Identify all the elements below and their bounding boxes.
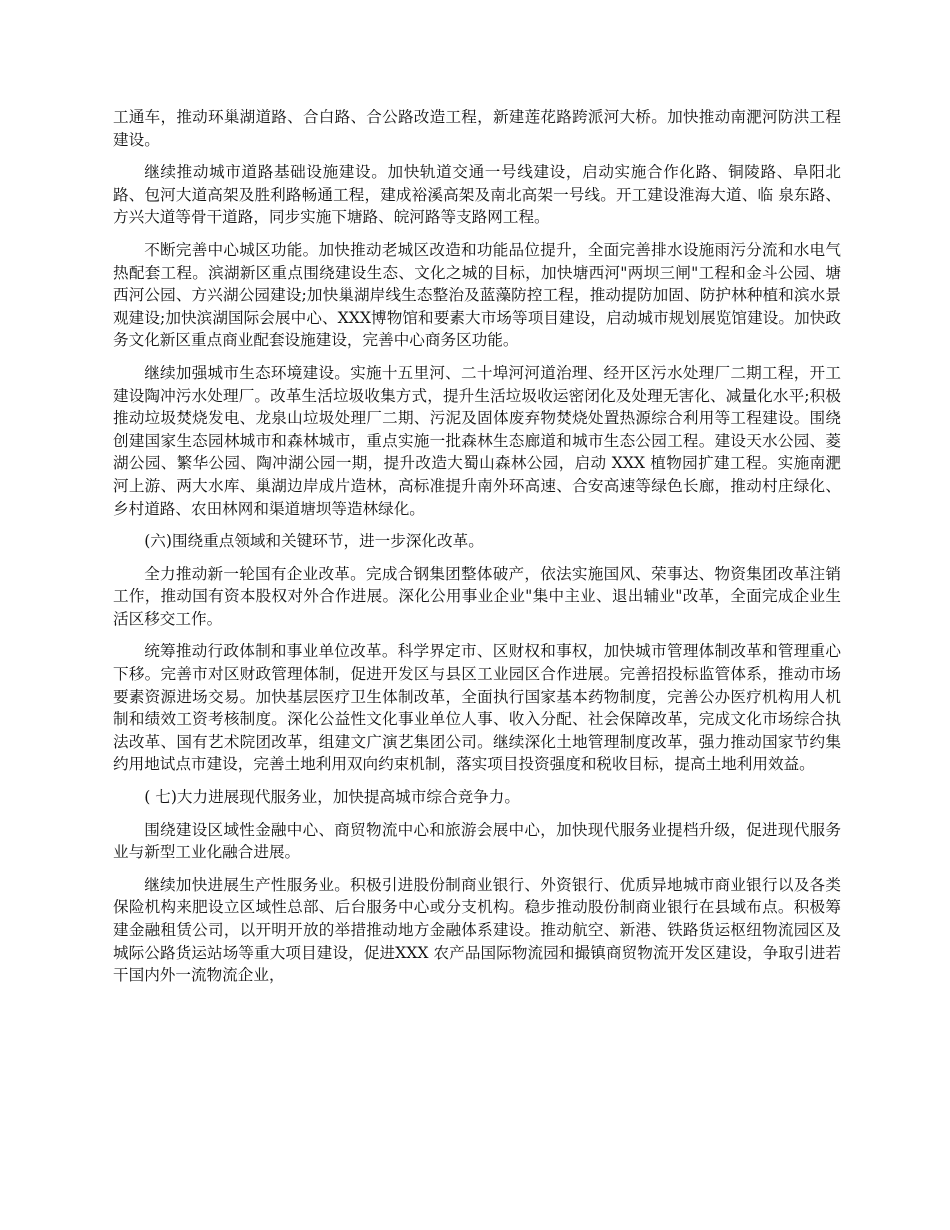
paragraph-6: 全力推动新一轮国有企业改革。完成合钢集团整体破产，依法实施国风、荣事达、物资集团改革注销工作，推动国有资本股权对外合作进展。深化公用事业企业"集中主业、退出辅业"改革，全面完成企业生活区移交工作。 [113, 564, 841, 628]
paragraph-9: 围绕建设区域性金融中心、商贸物流中心和旅游会展中心，加快现代服务业提档升级，促进现代服务业与新型工业化融合进展。 [113, 820, 841, 862]
document-page [113, 106, 841, 997]
paragraph-1: 工通车，推动环巢湖道路、合白路、合公路改造工程，新建莲花路跨派河大桥。加快推动南淝河防洪工程建设。 [113, 108, 841, 149]
paragraph-2: 继续推动城市道路基础设施建设。加快轨道交通一号线建设，启动实施合作化路、铜陵路、阜阳北路、包河大道高架及胜利路畅通工程，建成裕溪高架及南北高架一号线。开工建设淮海大道、临 泉东路、方兴大道等骨干道路，同步实施下塘路、皖河路等支路网工程。 [113, 163, 841, 227]
paragraph-3: 不断完善中心城区功能。加快推动老城区改造和功能品位提升，全面完善排水设施雨污分流和水电气热配套工程。滨湖新区重点围绕建设生态、文化之城的目标，加快塘西河"两坝三闸"工程和金斗公园、塘西河公园、方兴湖公园建设;加快巢湖岸线生态整治及蓝藻防控工程，推动提防加固、防护林种植和滨水景观建设;加快滨湖国际会展中心、XXX博物馆和要素大市场等项目建设，启动城市规划展览馆建设。加快政务文化新区重点商业配套设施建设，完善中心商务区功能。 [113, 240, 841, 350]
section-heading-6: (六)围绕重点领域和关键环节，进一步深化改革。 [144, 532, 484, 551]
paragraph-7: 统筹推动行政体制和事业单位改革。科学界定市、区财权和事权，加快城市管理体制改革和管理重心下移。完善市对区财政管理体制，促进开发区与县区工业园区合作进展。完善招投标监管体系，推动市场要素资源进场交易。加快基层医疗卫生体制改革，全面执行国家基本药物制度，完善公办医疗机构用人机制和绩效工资考核制度。深化公益性文化事业单位人事、收入分配、社会保障改革，完成文化市场综合执法改革、国有艺术院团改革，组建文广演艺集团公司。继续深化土地管理制度改革，强力推动国家节约集约用地试点市建设，完善土地利用双向约束机制，落实项目投资强度和税收目标，提高土地利用效益。 [113, 642, 841, 774]
section-heading-7: ( 七)大力进展现代服务业，加快提高城市综合竞争力。 [144, 788, 520, 807]
paragraph-10: 继续加快进展生产性服务业。积极引进股份制商业银行、外资银行、优质异地城市商业银行以及各类保险机构来肥设立区域性总部、后台服务中心或分支机构。稳步推动股份制商业银行在县域布点。积极筹建金融租赁公司，以开明开放的举措推动地方金融体系建设。推动航空、新港、铁路货运枢纽物流园区及城际公路货运站场等重大项目建设，促进XXX 农产品国际物流园和撮镇商贸物流开发区建设，争取引进若干国内外一流物流企业， [113, 875, 841, 985]
paragraph-4: 继续加强城市生态环境建设。实施十五里河、二十埠河河道治理、经开区污水处理厂二期工程，开工建设陶冲污水处理厂。改革生活垃圾收集方式，提升生活垃圾收运密闭化及处理无害化、减量化水平;积极推动垃圾焚烧发电、龙泉山垃圾处理厂二期、污泥及固体废弃物焚烧处置热源综合利用等工程建设。围绕创建国家生态园林城市和森林城市，重点实施一批森林生态廊道和城市生态公园工程。建设天水公园、菱湖公园、繁华公园、陶冲湖公园一期，提升改造大蜀山森林公园，启动 XXX 植物园扩建工程。实施南淝河上游、两大水库、巢湖边岸成片造林，高标准提升南外环高速、合安高速等绿色长廊，推动村庄绿化、乡村道路、农田林网和渠道塘坝等造林绿化。 [113, 363, 841, 518]
